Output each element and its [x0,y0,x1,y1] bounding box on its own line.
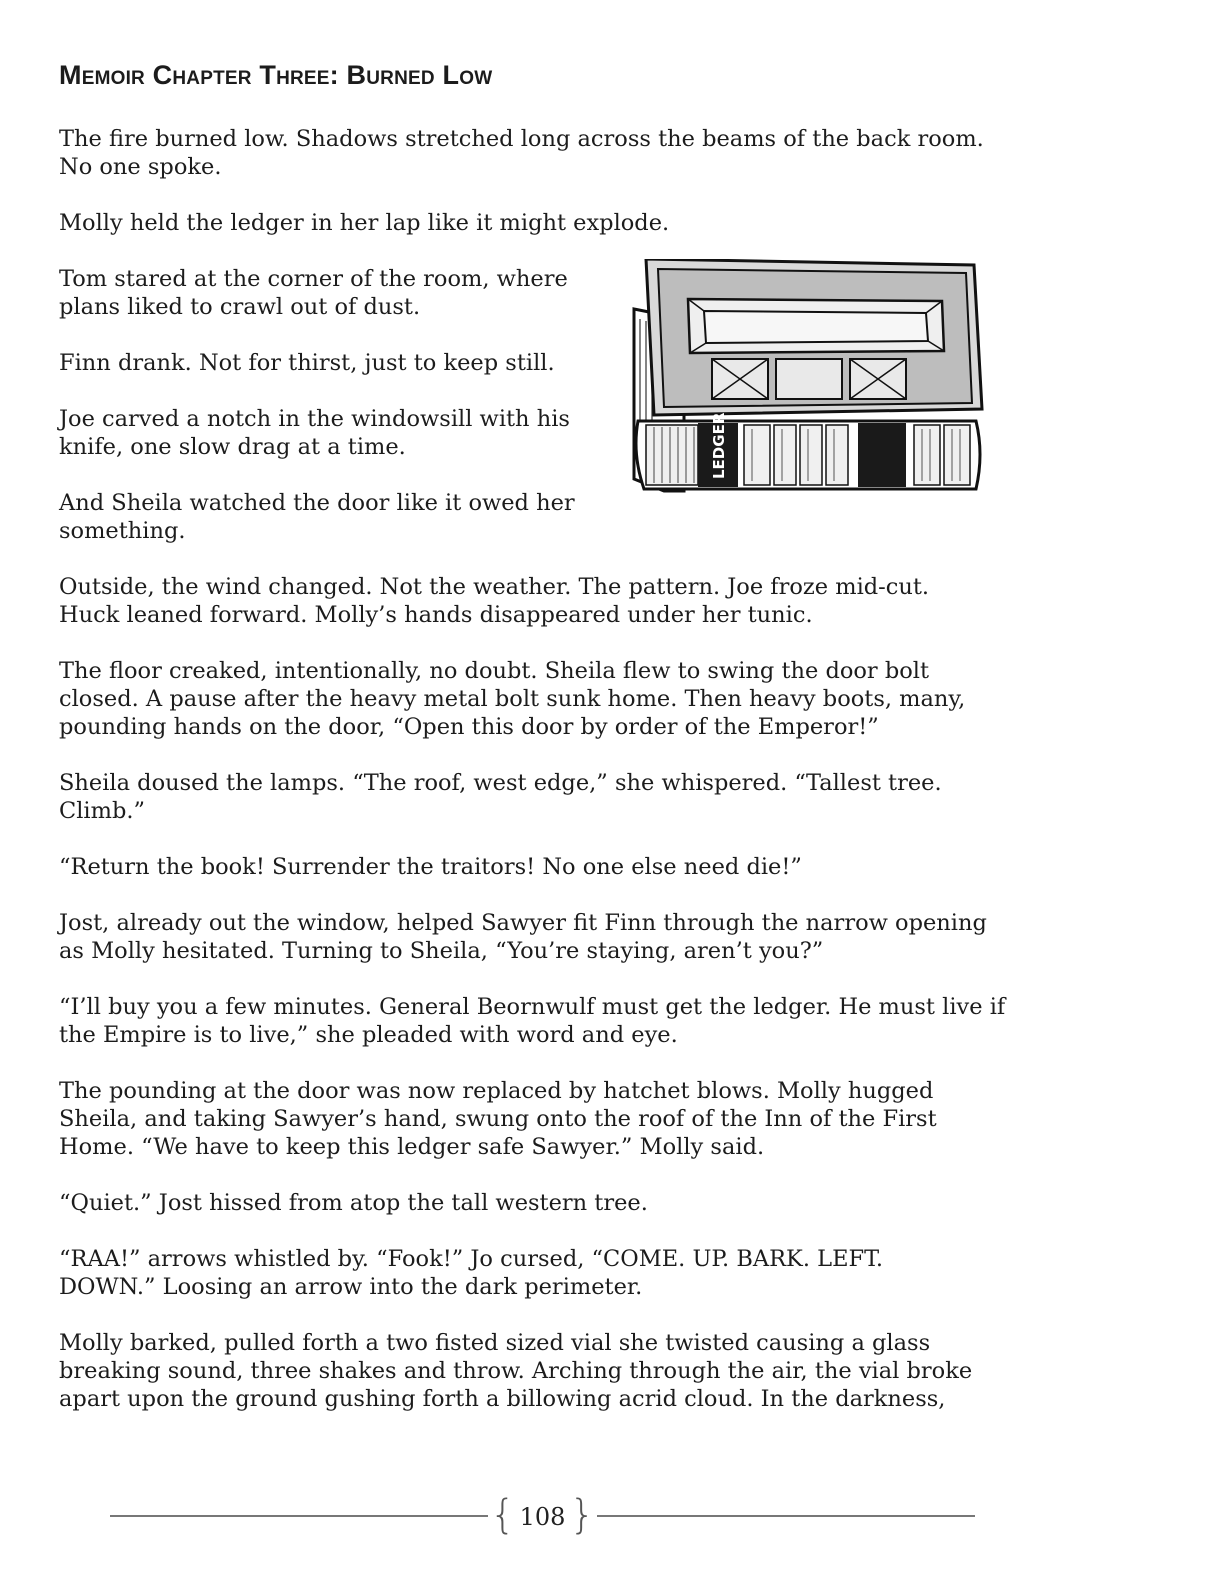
chapter-title: Memoir Chapter Three: Burned Low [59,60,493,90]
paragraph: Tom stared at the corner of the room, where plans liked to crawl out of dust. [59,266,568,320]
paragraph: And Sheila watched the door like it owed her something. [59,490,575,544]
paragraph: Molly barked, pulled forth a two fisted sized vial she twisted causing a glass breaking sound, three shakes and throw. Arching through the air, the vial broke apart upon the ground gushing forth a billowing acrid cloud. In the darkness, [59,1330,973,1412]
footer-rule-right [597,1515,975,1517]
spine-label: LEDGER [710,412,728,479]
paragraph: “Quiet.” Jost hissed from atop the tall western tree. [59,1190,648,1216]
right-brace-ornament: } [569,1492,595,1538]
paragraph: “Return the book! Surrender the traitors! No one else need die!” [59,854,802,880]
paragraph: Finn drank. Not for thirst, just to keep still. [59,350,555,376]
paragraph: Sheila doused the lamps. “The roof, west edge,” she whispered. “Tallest tree. Climb.” [59,770,942,824]
paragraph: Joe carved a notch in the windowsill with his knife, one slow drag at a time. [59,406,570,460]
page-footer [110,1494,975,1540]
page-content [59,60,1039,1441]
paragraph: Jost, already out the window, helped Sawyer fit Finn through the narrow opening as Molly hesitated. Turning to Sheila, “You’re staying, aren’t you?” [59,910,987,964]
ledger-book-illustration [624,259,984,499]
illustrated-section [59,265,1039,545]
paragraph: “RAA!” arrows whistled by. “Fook!” Jo cursed, “COME. UP. BARK. LEFT. DOWN.” Loosing an arrow into the dark perimeter. [59,1246,883,1300]
paragraph: The pounding at the door was now replaced by hatchet blows. Molly hugged Sheila, and taking Sawyer’s hand, swung onto the roof of the Inn of the First Home. “We have to keep this ledger safe Sawyer.” Molly said. [59,1078,937,1160]
left-brace-ornament: { [490,1492,516,1538]
paragraph: Molly held the ledger in her lap like it might explode. [59,210,670,236]
page-number: 108 [519,1503,566,1531]
paragraph: The fire burned low. Shadows stretched long across the beams of the back room. No one spoke. [59,126,984,180]
paragraph: Outside, the wind changed. Not the weather. The pattern. Joe froze mid-cut. Huck leaned forward. Molly’s hands disappeared under her tunic. [59,574,930,628]
paragraph: The floor creaked, intentionally, no doubt. Sheila flew to swing the door bolt closed. A pause after the heavy metal bolt sunk home. Then heavy boots, many, pounding hands on the door, “Open this door by order of the Emperor!” [59,658,966,740]
paragraph: “I’ll buy you a few minutes. General Beornwulf must get the ledger. He must live if the Empire is to live,” she pleaded with word and eye. [59,994,1006,1048]
